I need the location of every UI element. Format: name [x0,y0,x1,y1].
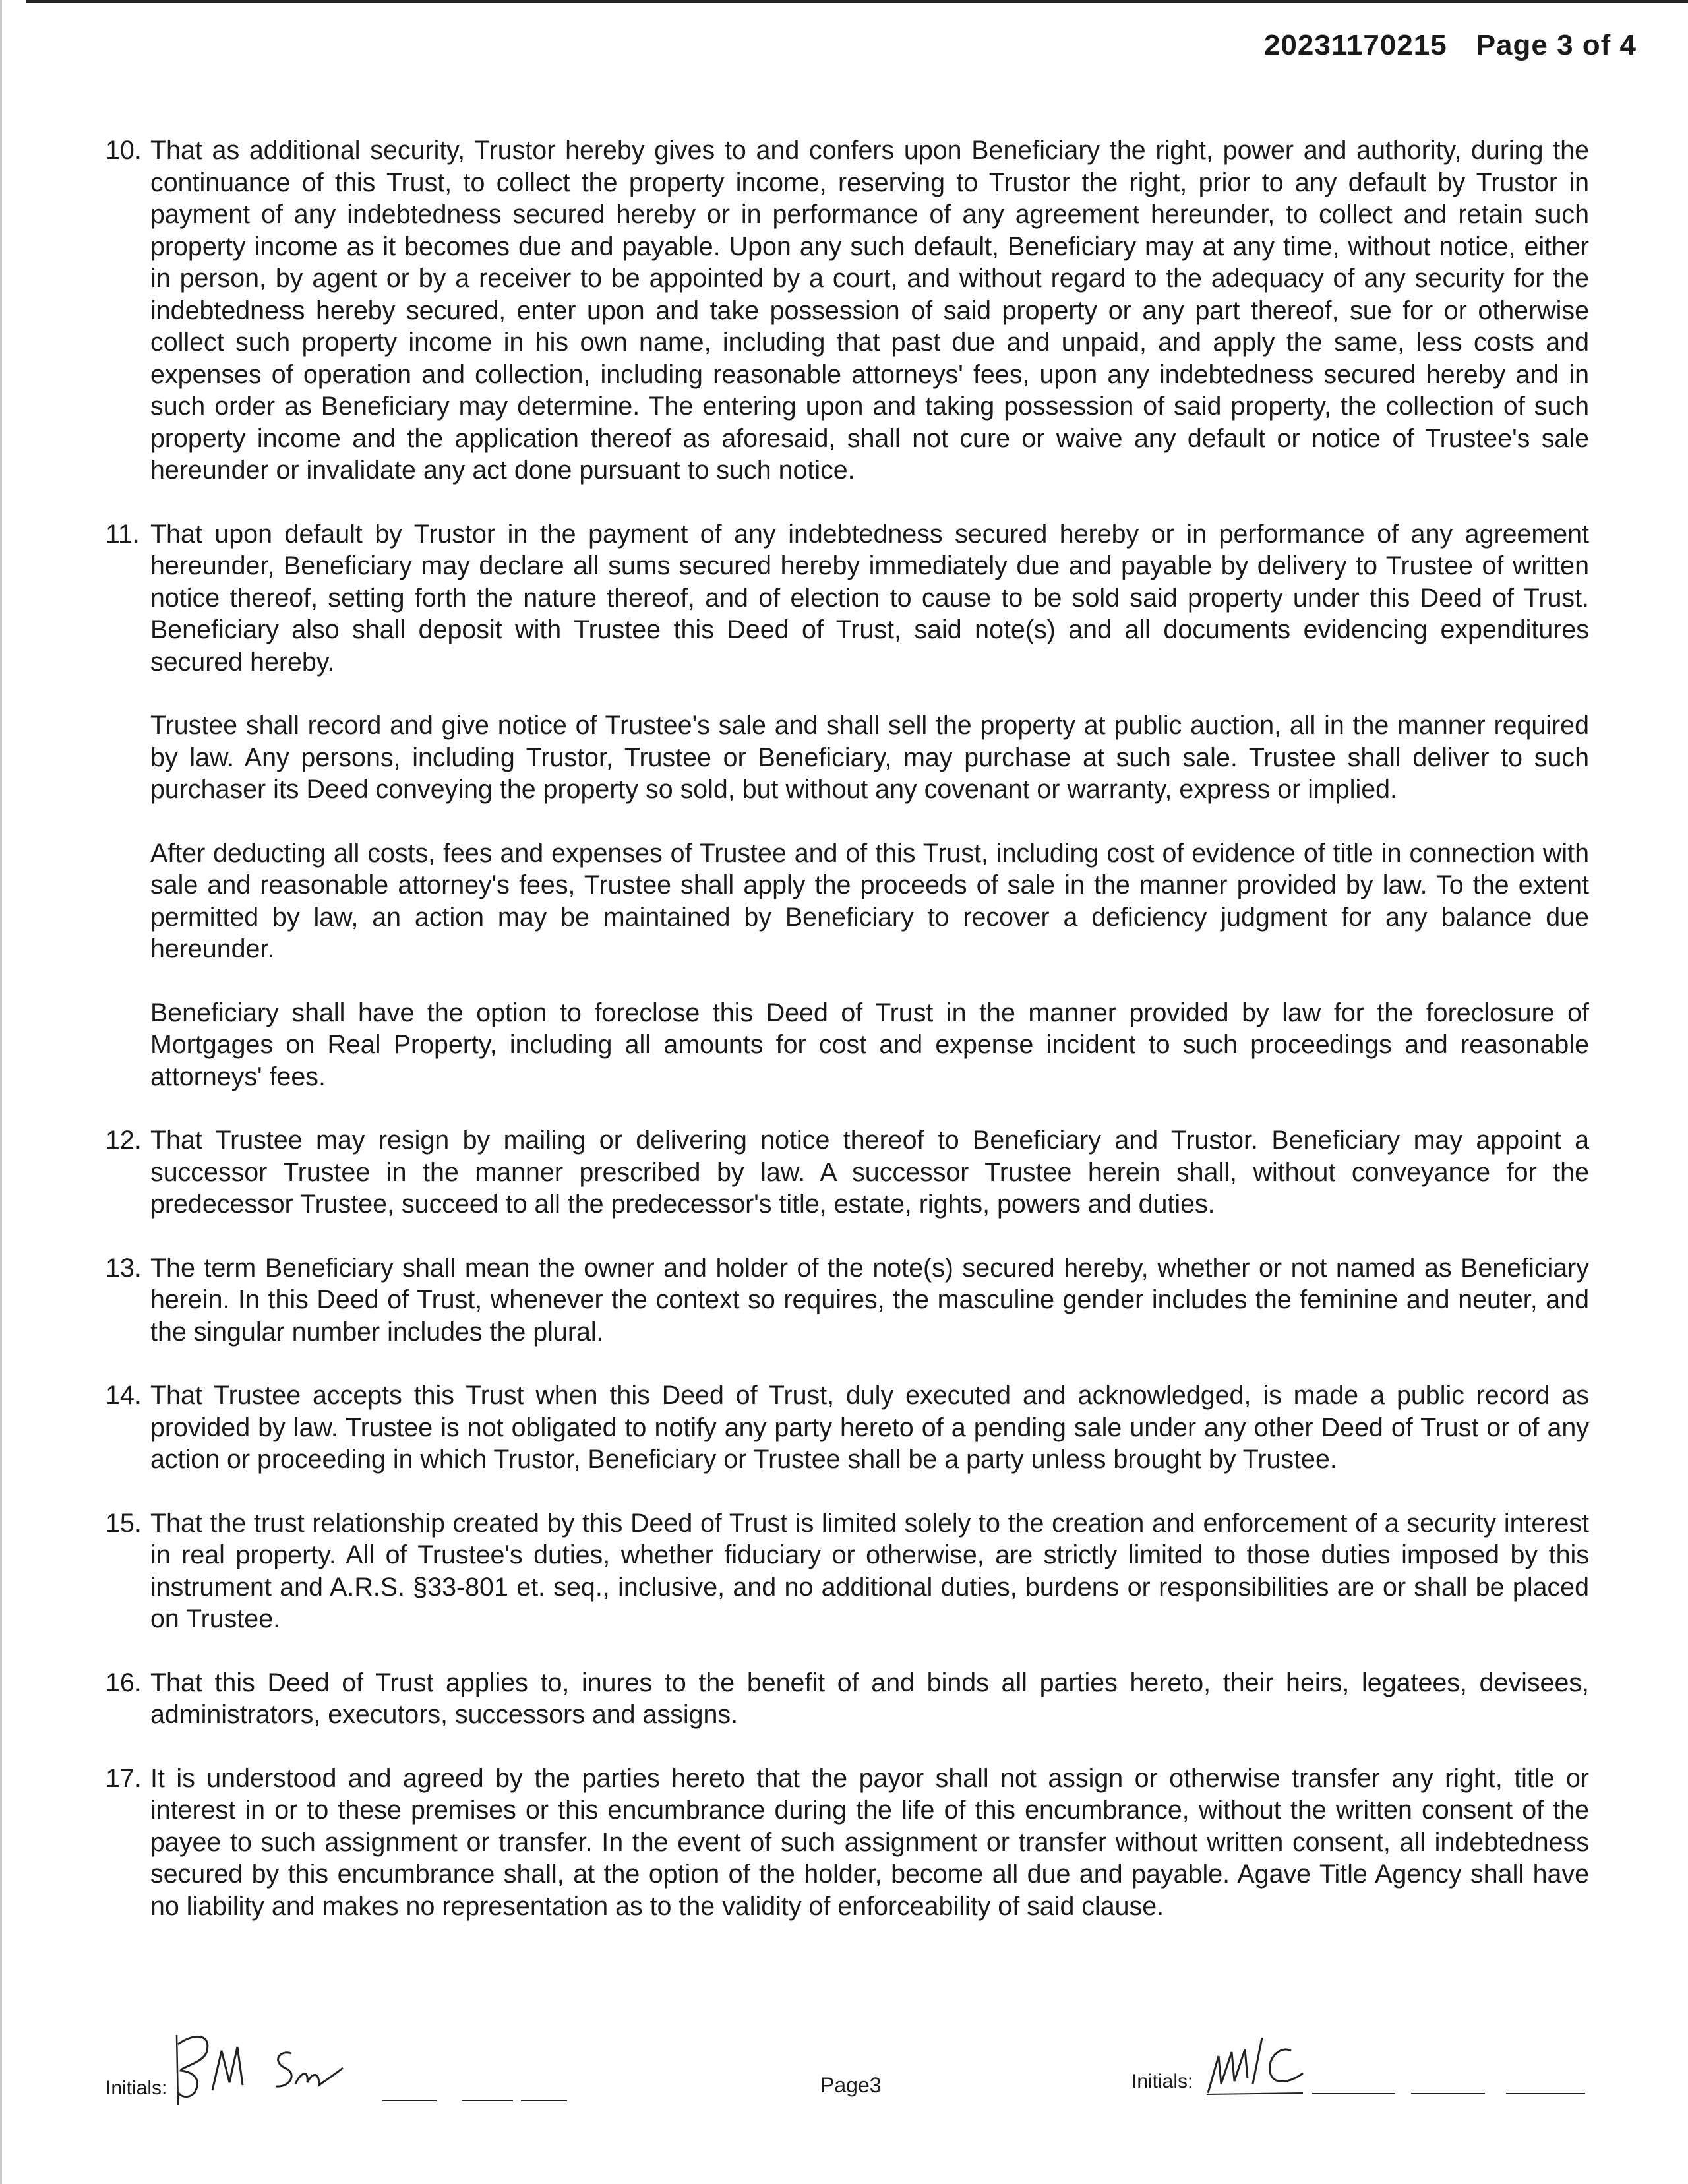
clause-text: That as additional security, Trustor hereby gives to and confers upon Beneficiary the right, power and authority, during the continuance of this Trust, to collect the property income, reserving to Trustor the right, prior to any default by Trustor in payment of any indebtedness secured hereby or in performance of any agreement hereunder, to collect and retain such property income as it becomes due and payable. Upon any such default, Beneficiary may at any time, without notice, either in person, by agent or by a receiver to be appointed by a court, and without regard to the adequacy of any security for the indebtedness hereby secured, enter upon and take possession of said property or any part thereof, sue for or otherwise collect such property income in his own name, including that past due and unpaid, and apply the same, less costs and expenses of operation and collection, including reasonable attorneys' fees, upon any indebtedness secured hereby and in such order as Beneficiary may determine. The entering upon and taking possession of said property, the collection of such property income and the application thereof as aforesaid, shall not cure or waive any default or notice of Trustee's sale hereunder or invalidate any act done pursuant to such notice. [150,136,1589,485]
page-counter: Page 3 of 4 [1476,29,1637,61]
page-label: Page3 [820,2073,882,2097]
page-header [1264,29,1637,62]
signature-initials-right [1204,2031,1323,2105]
initials-line [1506,2093,1585,2094]
clause-text: That this Deed of Trust applies to, inures to the benefit of and binds all parties hereto, their heirs, legatees, devisees, administrators, executors, successors and assigns. [150,1668,1589,1729]
document-number: 20231170215 [1263,29,1447,61]
clause-11 [106,518,1589,679]
initials-label-left: Initials: [106,2077,167,2099]
clause-number: 10. [106,136,142,165]
clause-number: 11. [106,519,140,549]
initials-line [462,2100,513,2101]
clause-text: That Trustee may resign by mailing or delivering notice thereof to Beneficiary and Trustor. Beneficiary may appoint a successor Trustee in the manner prescribed by law. A successor Trustee herein shall, without conveyance for the predecessor Trustee, succeed to all the predecessor's title, estate, rights, powers and duties. [150,1126,1589,1219]
clause-17 [106,1763,1589,1923]
clause-text: That upon default by Trustor in the payment of any indebtedness secured hereby or in performance of any agreement hereunder, Beneficiary may declare all sums secured hereby immediately due and payable by delivery to Trustee of written notice thereof, setting forth the nature thereof, and of election to cause to be sold said property under this Deed of Trust. Beneficiary also shall deposit with Trustee this Deed of Trust, said note(s) and all documents evidencing expenditures secured hereby. [150,519,1589,677]
clause-text: That the trust relationship created by this Deed of Trust is limited solely to the creation and enforcement of a security interest in real property. All of Trustee's duties, whether fiduciary or otherwise, are strictly limited to those duties imposed by this instrument and A.R.S. §33-801 et. seq., inclusive, and no additional duties, burdens or responsibilities are or shall be placed on Trustee. [150,1508,1589,1633]
clause-text: That Trustee accepts this Trust when this Deed of Trust, duly executed and acknowledged, is made a public record as provided by law. Trustee is not obligated to notify any party hereto of a pending sale under any other Deed of Trust or of any action or proceeding in which Trustor, Beneficiary or Trustee shall be a party unless brought by Trustee. [150,1381,1589,1474]
initials-line [1312,2093,1395,2094]
clause-13 [106,1252,1589,1349]
clause-16 [106,1667,1589,1731]
clause-number: 17. [106,1763,142,1793]
initials-line [382,2100,437,2101]
scan-left-edge [0,0,2,2184]
clause-number: 15. [106,1508,142,1538]
document-body [106,135,1589,1954]
clause-number: 14. [106,1381,142,1410]
clause-number: 13. [106,1253,142,1283]
top-border-line [26,0,1688,3]
clause-15 [106,1507,1589,1635]
clause-12 [106,1124,1589,1221]
clause-number: 16. [106,1668,142,1697]
page-footer [0,2031,1688,2110]
clause-11-paragraph-proceeds: After deducting all costs, fees and expenses of Trustee and of this Trust, including cost of evidence of title in connection with sale and reasonable attorney's fees, Trustee shall apply the proceeds of sale in the manner provided by law. To the extent permitted by law, an action may be maintained by Beneficiary to recover a deficiency judgment for any balance due hereunder. [150,838,1589,963]
initials-line [521,2100,567,2101]
clause-10 [106,135,1589,487]
initials-label-right: Initials: [1131,2071,1193,2092]
signature-initials-left [173,2031,384,2105]
initials-line [1411,2093,1485,2094]
clause-11-paragraph-sale: Trustee shall record and give notice of Trustee's sale and shall sell the property at public auction, all in the manner required by law. Any persons, including Trustor, Trustee or Beneficiary, may purchase at such sale. Trustee shall deliver to such purchaser its Deed conveying the property so sold, but without any covenant or warranty, express or implied. [150,711,1589,804]
clause-11-paragraph-foreclose: Beneficiary shall have the option to foreclose this Deed of Trust in the manner provided by law for the foreclosure of Mortgages on Real Property, including all amounts for cost and expense incident to such proceedings and reasonable attorneys' fees. [150,998,1589,1091]
clause-number: 12. [106,1126,142,1155]
clause-14 [106,1380,1589,1476]
clause-text: The term Beneficiary shall mean the owner and holder of the note(s) secured hereby, whether or not named as Beneficiary herein. In this Deed of Trust, whenever the context so requires, the masculine gender includes the feminine and neuter, and the singular number includes the plural. [150,1253,1589,1347]
clause-text: It is understood and agreed by the parties hereto that the payor shall not assign or otherwise transfer any right, title or interest in or to these premises or this encumbrance during the life of this encumbrance, without the written consent of the payee to such assignment or transfer. In the event of such assignment or transfer without written consent, all indebtedness secured by this encumbrance shall, at the option of the holder, become all due and payable. Agave Title Agency shall have no liability and makes no representation as to the validity of enforceability of said clause. [150,1763,1589,1921]
